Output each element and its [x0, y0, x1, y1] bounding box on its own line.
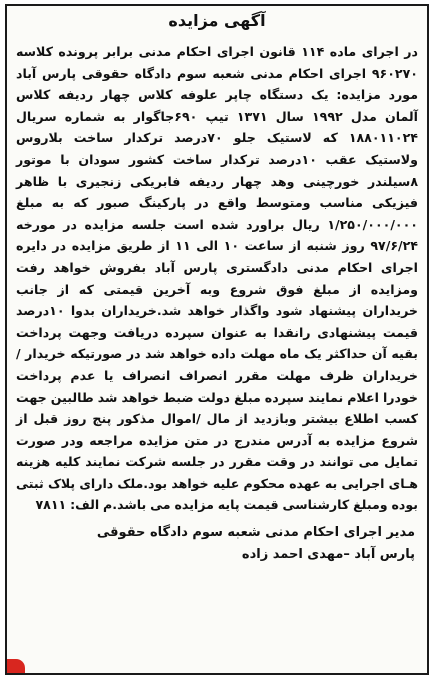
signature-name: پارس آباد –مهدی احمد زاده — [241, 547, 415, 563]
notice-body: در اجرای ماده ۱۱۴ قانون اجرای احکام مدنی برابر پرونده کلاسه ۹۶۰۲۷۰ اجرای احکام مدنی شعبه سوم دادگاه حقوقی پارس آباد مورد مزایده: یک دستگاه چاپر علوفه کلاس چهار ردیفه کلاس آلمان مدل ۱۹۹۲ سال ۱۳۷۱ تیپ ۶۹۰جاگوار به شماره سریال ۱۸۸۰۱۱۰۲۴ که لاستیک جلو ۷۰درصد ترکدار ساخت بلاروس ولاستیک عقب ۱۰درصد ترکدار ساخت کشور سودان با موتور ۸سیلندر خورچینی وهد چهار ردیفه فابریکی زنجیری با ظاهر فیزیکی مناسب ومتوسط واقع در پارکینگ صبور که به مبلغ ۱/۲۵۰/۰۰۰/۰۰۰ ریال براورد شده است جلسه مزایده در مورخه ۹۷/۶/۲۴ روز شنبه از ساعت ۱۰ الی ۱۱ از طریق مزایده در دایره اجرای احکام مدنی دادگستری پارس آباد بفروش خواهد رفت ومزایده از مبلغ فوق شروع وبه آخرین قیمتی که از جانب خریداران پیشنهاد شود واگذار خواهد شد.خریداران بدوا ۱۰درصد قیمت پیشنهادی رانقدا به عنوان سپرده دریافت وجهت پرداخت بقیه آن حداکثر یک ماه مهلت داده خواهد شد در صورتیکه خریدار /خریداران ظرف مهلت مقرر انصراف انصراف یا عدم پرداخت خودرا اعلام نمایند سپرده مبلغ دولت ضبط خواهد شد طالبین جهت کسب اطلاع بیشتر وبازدید از مال /اموال مذکور پنج روز قبل از شروع مزایده به آدرس مندرج در متن مزایده مراجعه ودر صورت تمایل می توانند در وقت مقرر در جلسه شرکت نمایند کلیه هزینه هـای اجرایی به عهده محکوم علیه خواهد بود.ملک دارای پلاک ثبتی بوده ومبلغ کارشناسی قیمت پایه مزایده می باشد.م الف: ۷۸۱۱ — [16, 44, 418, 513]
signature-office: مدیر اجرای احکام مدنی شعبه سوم دادگاه حقوقی — [96, 525, 415, 541]
notice-title: آگهی مزایده — [168, 11, 266, 30]
signature-block — [16, 522, 415, 566]
red-stamp-fragment — [7, 659, 25, 673]
auction-notice — [5, 4, 429, 675]
